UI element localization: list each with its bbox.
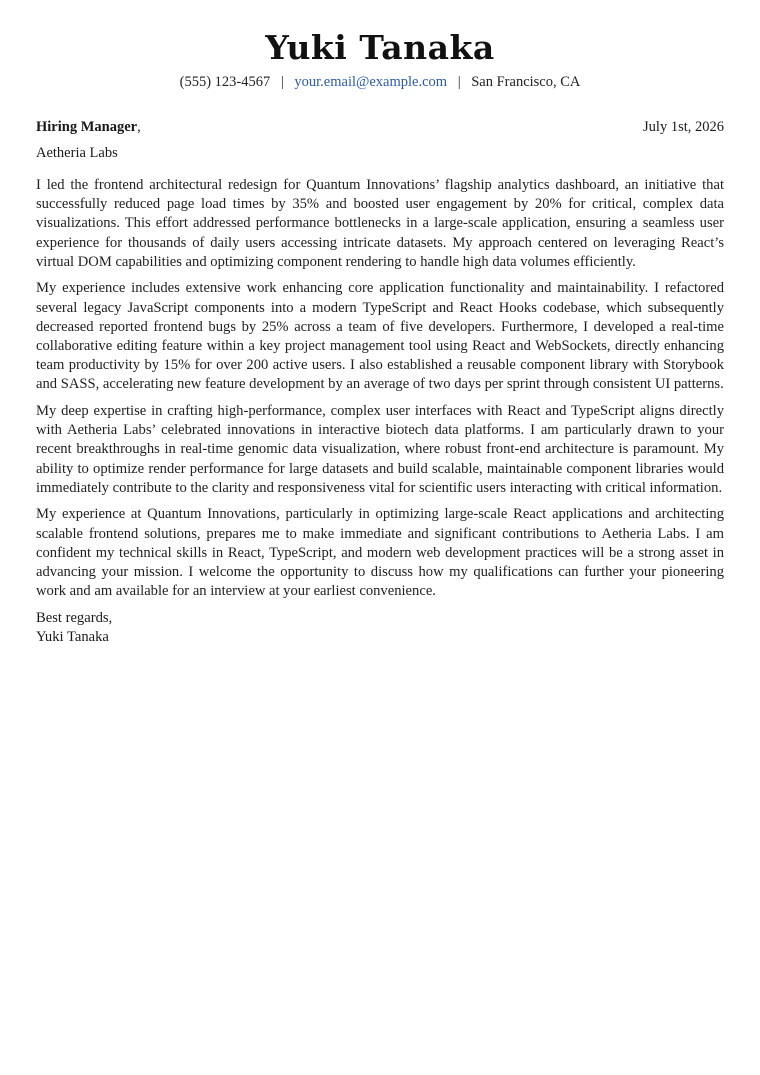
closing-signature: Yuki Tanaka [36, 629, 109, 646]
location: San Francisco, CA [471, 74, 581, 90]
letter-header [36, 26, 724, 92]
recipient-line [36, 114, 141, 140]
letter-body [36, 176, 724, 601]
body-paragraph: My deep expertise in crafting high-performance, complex user interfaces with React and TypeScript aligns directly with Aetheria Labs’ celebrated innovations in interactive biotech data platforms. I am particularly drawn to your recent breakthroughs in real-time genomic data visualization, where robust front-end architecture is paramount. My ability to optimize render performance for large datasets and build scalable, maintainable component libraries would immediately contribute to the clarity and responsiveness vital for scientific users interacting with critical information. [36, 403, 724, 496]
letter-closing [36, 609, 724, 647]
company-name: Aetheria Labs [36, 145, 118, 161]
body-paragraph: I led the frontend architectural redesign for Quantum Innovations’ flagship analytics dashboard, an initiative that successfully reduced page load times by 35% and boosted user engagement by 20% for critical, complex data visualizations. This effort addressed performance bottlenecks in a large-scale application, ensuring a seamless user experience for thousands of daily users accessing intricate datasets. My approach centered on leveraging React’s virtual DOM capabilities and optimizing component rendering to handle high data volumes efficiently. [36, 177, 724, 270]
contact-line [36, 72, 724, 92]
contact-separator: | [457, 74, 461, 90]
recipient-date-row [36, 114, 724, 140]
applicant-name: Yuki Tanaka [265, 28, 495, 67]
recipient-comma: , [137, 119, 141, 135]
phone-number: (555) 123-4567 [179, 74, 271, 90]
body-paragraph: My experience includes extensive work enhancing core application functionality and maintainability. I refactored several legacy JavaScript components into a modern TypeScript and React Hooks codebase, which subsequently decreased reported frontend bugs by 25% across a team of five developers. Furthermore, I developed a real-time collaborative editing feature within a key project management tool using React and WebSockets, directly enhancing team productivity by 15% for over 200 active users. I also established a reusable component library with Storybook and SASS, accelerating new feature development by an average of two days per sprint through consistent UI patterns. [36, 280, 724, 393]
letter-date: July 1st, 2026 [643, 119, 724, 135]
body-paragraph: My experience at Quantum Innovations, particularly in optimizing large-scale React applications and architecting scalable frontend solutions, prepares me to make immediate and significant contributions to Aetheria Labs. I am confident my technical skills in React, TypeScript, and modern web development practices will be a strong asset in advancing your mission. I welcome the opportunity to discuss how my qualifications can further your pioneering work and am available for an interview at your earliest convenience. [36, 506, 724, 600]
contact-separator: | [280, 74, 284, 90]
recipient-name: Hiring Manager [36, 119, 138, 135]
letter-meta [36, 114, 724, 166]
email-link[interactable]: your.email@example.com [294, 74, 448, 90]
closing-salutation: Best regards, [36, 609, 113, 626]
